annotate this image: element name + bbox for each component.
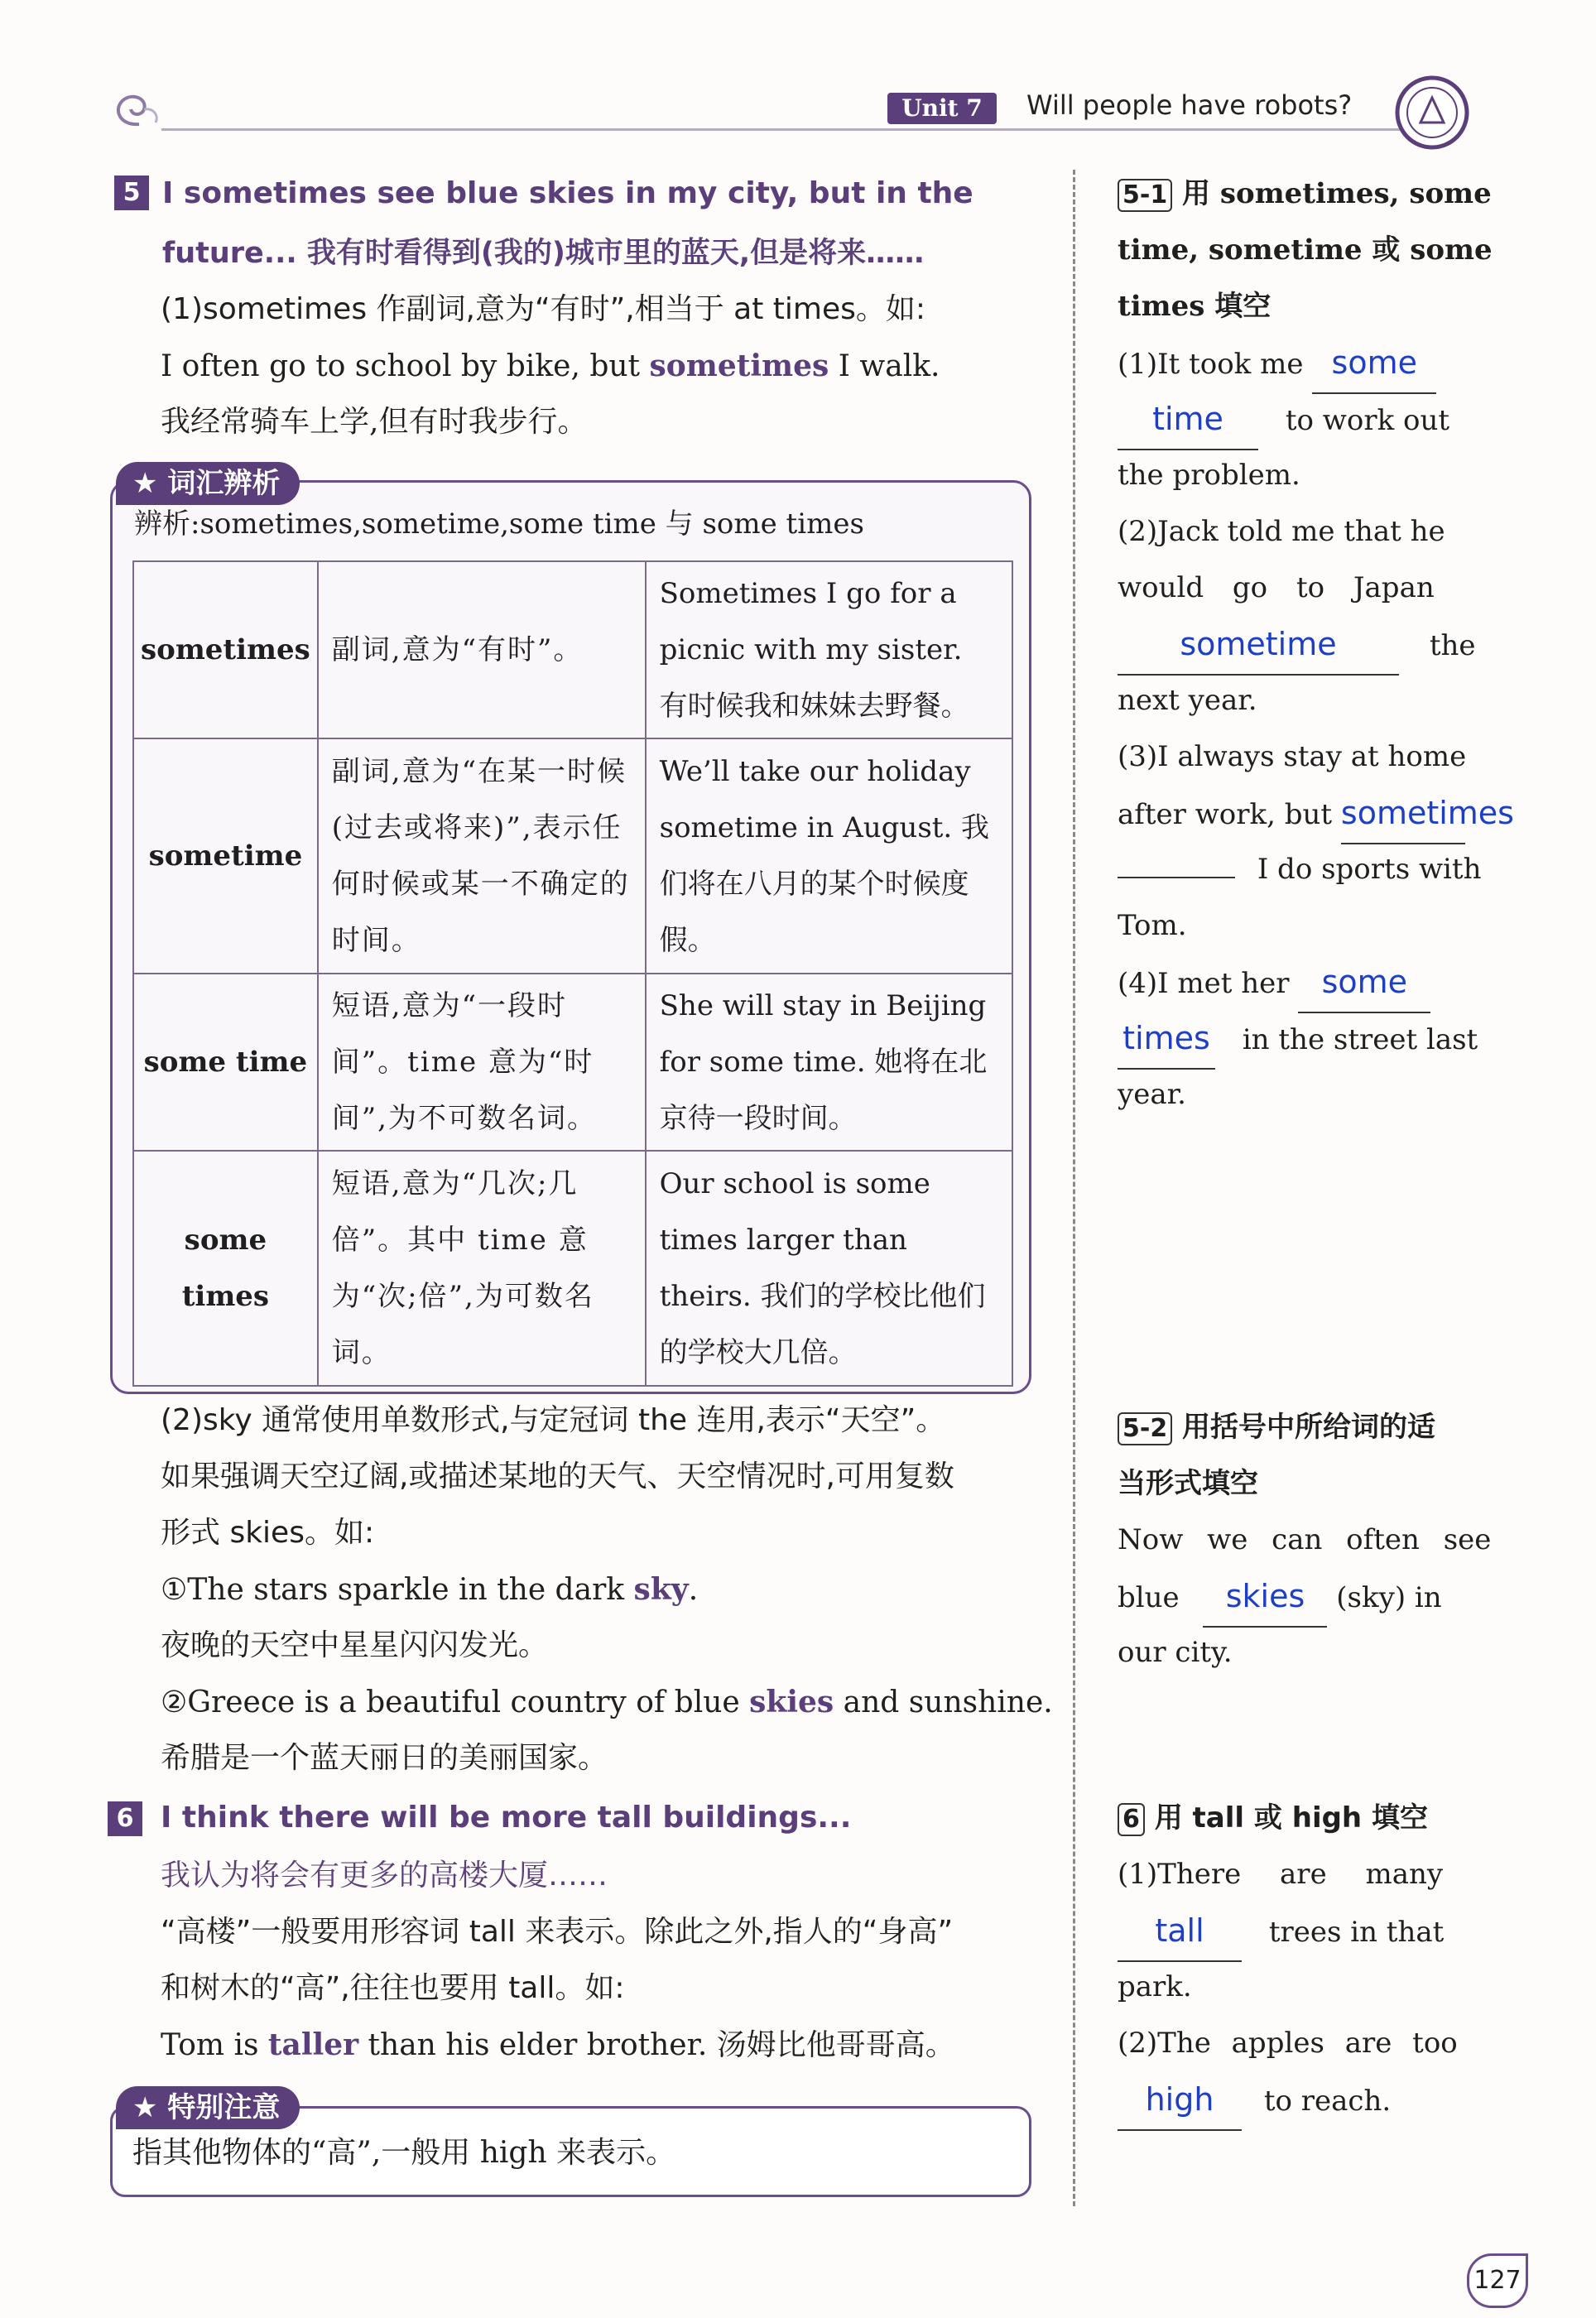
- example-taller: Tom is taller than his elder brother. 汤姆比他哥哥高。: [161, 2027, 955, 2062]
- special-note-tab: ★ 特别注意: [116, 2086, 300, 2129]
- answer-blank[interactable]: high: [1118, 2071, 1242, 2131]
- exercise-5-2-heading-line2: 当形式填空: [1118, 1467, 1258, 1500]
- exercise-6-q2: (2)The apples are too: [1118, 2027, 1458, 2060]
- example-sky-cn: 夜晚的天空中星星闪闪发光。: [161, 1628, 549, 1662]
- table-meaning: 短语,意为“几次;几倍”。其中 time 意为“次;倍”,为可数名词。: [318, 1151, 646, 1386]
- answer-blank-continued: [1118, 877, 1235, 878]
- publisher-seal-icon: [1392, 73, 1472, 152]
- section-5-point-2-line2: 如果强调天空辽阔,或描述某地的天气、天空情况时,可用复数: [161, 1460, 954, 1493]
- exercise-5-1-q1-line3: the problem.: [1118, 459, 1300, 492]
- special-note-text: 指其他物体的“高”,一般用 high 来表示。: [132, 2136, 676, 2170]
- section-5-point-2-line3: 形式 skies。如:: [161, 1516, 375, 1550]
- table-example: She will stay in Beijing for some time. 她将在北京待一段时间。: [646, 974, 1012, 1151]
- exercise-5-1-q2-line2: would go to Japan: [1118, 571, 1435, 604]
- table-example: We’ll take our holiday sometime in August. 我们将在八月的某个时候度假。: [646, 738, 1012, 974]
- table-meaning: 副词,意为“有时”。: [318, 561, 646, 738]
- unit-title: Will people have robots?: [1026, 89, 1353, 121]
- section-5-title-line1: I sometimes see blue skies in my city, but in the: [162, 176, 973, 210]
- table-term: sometime: [133, 738, 318, 974]
- exercise-5-1-q4-line3: year.: [1118, 1078, 1186, 1111]
- section-6-para-line2: 和树木的“高”,往往也要用 tall。如:: [161, 1971, 625, 2005]
- exercise-5-1-heading-line2: time, sometime 或 some: [1118, 233, 1493, 267]
- exercise-5-2-line3: our city.: [1118, 1636, 1233, 1669]
- answer-blank[interactable]: some: [1312, 334, 1436, 394]
- example-sky: ①The stars sparkle in the dark sky.: [161, 1572, 699, 1607]
- example-sometimes: I often go to school by bike, but sometimes I walk.: [161, 349, 940, 383]
- swirl-logo-icon: [106, 83, 164, 132]
- answer-blank[interactable]: sometimes: [1341, 785, 1465, 844]
- section-6-number: 6: [108, 1801, 142, 1836]
- table-example: Our school is some times larger than theirs. 我们的学校比他们的学校大几倍。: [646, 1151, 1012, 1386]
- exercise-5-1-q3-line4: Tom.: [1118, 909, 1187, 942]
- section-6-para-line1: “高楼”一般要用形容词 tall 来表示。除此之外,指人的“身高”: [161, 1915, 954, 1949]
- column-divider: [1073, 170, 1075, 2206]
- section-6-title: I think there will be more tall buildings...: [161, 1801, 852, 1835]
- example-skies: ②Greece is a beautiful country of blue skies and sunshine.: [161, 1685, 1053, 1719]
- exercise-5-1-q2: (2)Jack told me that he: [1118, 515, 1445, 548]
- table-row: [133, 1151, 1012, 1386]
- answer-blank[interactable]: time: [1118, 391, 1258, 450]
- exercise-5-1-q3-line2: after work, but sometimes: [1118, 785, 1465, 844]
- section-5-point-2-line1: (2)sky 通常使用单数形式,与定冠词 the 连用,表示“天空”。: [161, 1403, 946, 1437]
- exercise-tag: 6: [1118, 1803, 1145, 1836]
- answer-blank[interactable]: skies: [1203, 1568, 1327, 1628]
- section-6-title-cn: 我认为将会有更多的高楼大厦……: [161, 1859, 608, 1892]
- exercise-6-q1-line2: tall trees in that: [1118, 1902, 1444, 1962]
- exercise-5-2-line2: blue skies (sky) in: [1118, 1568, 1442, 1628]
- vocab-box-tab: ★ 词汇辨析: [116, 462, 300, 505]
- exercise-5-1-heading: 5-1 用 sometimes, some: [1118, 166, 1492, 222]
- exercise-5-1-q1-line2: time to work out: [1118, 391, 1449, 450]
- example-skies-cn: 希腊是一个蓝天丽日的美丽国家。: [161, 1741, 608, 1775]
- table-meaning: 副词,意为“在某一时候(过去或将来)”,表示任何时候或某一不确定的时间。: [318, 738, 646, 974]
- section-5-number: 5: [114, 176, 149, 210]
- exercise-5-1-q2-line4: next year.: [1118, 684, 1257, 717]
- vocab-box-intro: 辨析:sometimes,sometime,some time 与 some times: [134, 507, 864, 541]
- vocab-table: [132, 560, 1013, 1387]
- exercise-5-1-q2-line3: sometime the: [1118, 616, 1476, 676]
- section-5-title-line2: future... 我有时看得到(我的)城市里的蓝天,但是将来……: [162, 237, 925, 270]
- exercise-6-q1-line3: park.: [1118, 1970, 1192, 2003]
- exercise-5-2-heading: 5-2 用括号中所给词的适: [1118, 1399, 1435, 1455]
- exercise-6-q1: (1)There are many: [1118, 1858, 1444, 1891]
- exercise-5-1-q4: (4)I met her some: [1118, 954, 1430, 1013]
- exercise-5-1-q3: (3)I always stay at home: [1118, 740, 1467, 773]
- answer-blank[interactable]: sometime: [1118, 616, 1399, 676]
- exercise-5-1-q3-line3: I do sports with: [1118, 841, 1481, 897]
- table-example: Sometimes I go for a picnic with my sister. 有时候我和妹妹去野餐。: [646, 561, 1012, 738]
- exercise-tag: 5-2: [1118, 1412, 1172, 1445]
- exercise-tag: 5-1: [1118, 179, 1172, 212]
- exercise-5-2-line1: Now we can often see: [1118, 1523, 1492, 1556]
- header-rule: [161, 128, 1411, 131]
- table-term: some time: [133, 974, 318, 1151]
- table-term: some times: [133, 1151, 318, 1386]
- section-5-point-1: (1)sometimes 作副词,意为“有时”,相当于 at times。如:: [161, 292, 925, 326]
- table-meaning: 短语,意为“一段时间”。time 意为“时间”,为不可数名词。: [318, 974, 646, 1151]
- exercise-5-1-heading-line3: times 填空: [1118, 290, 1272, 323]
- unit-badge: Unit 7: [887, 93, 997, 124]
- answer-blank[interactable]: times: [1118, 1010, 1215, 1070]
- answer-blank[interactable]: some: [1298, 954, 1430, 1013]
- table-row: [133, 974, 1012, 1151]
- exercise-6-q2-line2: high to reach.: [1118, 2071, 1391, 2131]
- answer-blank[interactable]: tall: [1118, 1902, 1242, 1962]
- table-term: sometimes: [133, 561, 318, 738]
- exercise-5-1-q4-line2: times in the street last: [1118, 1010, 1478, 1070]
- exercise-6-heading: 6 用 tall 或 high 填空: [1118, 1790, 1428, 1846]
- table-row: [133, 738, 1012, 974]
- exercise-5-1-q1: (1)It took me some: [1118, 334, 1436, 394]
- page-number: 127: [1467, 2253, 1528, 2308]
- table-row: [133, 561, 1012, 738]
- example-sometimes-cn: 我经常骑车上学,但有时我步行。: [161, 405, 588, 439]
